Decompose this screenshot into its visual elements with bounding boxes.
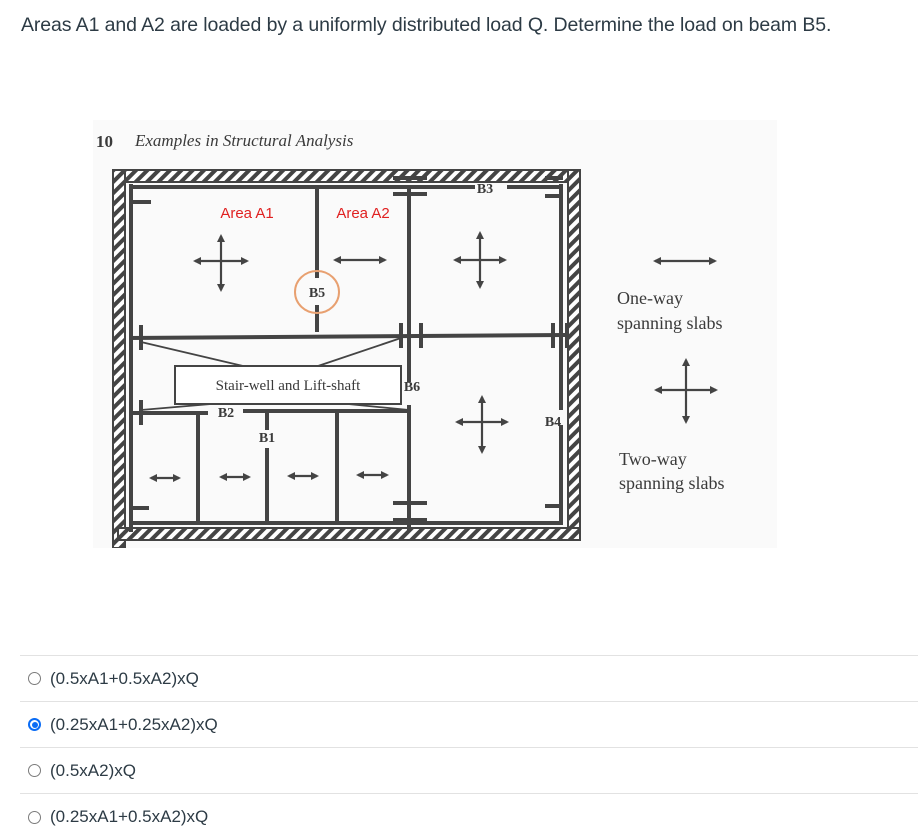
- outer-walls: [113, 170, 580, 548]
- legend-one-way-line2: spanning slabs: [617, 313, 723, 333]
- span-arrows: [151, 233, 716, 478]
- answer-option-4[interactable]: [20, 793, 918, 840]
- answer-option-2[interactable]: [20, 701, 918, 747]
- answer-option-1[interactable]: [20, 655, 918, 701]
- beam-label-b4: B4: [544, 415, 562, 430]
- beam-label-b5: B5: [308, 286, 326, 301]
- floor-plan-diagram: [93, 120, 777, 548]
- legend-two-way-line1: Two-way: [619, 449, 687, 469]
- answer-options: [20, 655, 918, 840]
- answer-label[interactable]: (0.25xA1+0.25xA2)xQ: [50, 714, 218, 734]
- answer-label[interactable]: (0.25xA1+0.5xA2)xQ: [50, 807, 209, 826]
- legend-one-way-line1: One-way: [617, 288, 683, 308]
- radio-button[interactable]: [28, 672, 41, 685]
- radio-button[interactable]: [28, 764, 41, 777]
- radio-button-selected[interactable]: [28, 718, 41, 731]
- legend-two-way-line2: spanning slabs: [619, 473, 725, 493]
- structural-floor-plan-figure: [93, 120, 777, 548]
- beam-label-b1: B1: [258, 431, 276, 446]
- radio-button[interactable]: [28, 811, 41, 824]
- figure-header-title: Examples in Structural Analysis: [135, 131, 354, 150]
- beam-label-b2: B2: [217, 406, 235, 421]
- beam-label-b3: B3: [476, 182, 494, 197]
- question-text: Areas A1 and A2 are loaded by a uniformly distributed load Q. Determine the load on beam B5.: [21, 14, 832, 36]
- beam-label-b6: B6: [403, 380, 421, 395]
- figure-page-number: 10: [96, 132, 113, 151]
- area-a2-label: Area A2: [336, 205, 390, 222]
- answer-option-3[interactable]: [20, 747, 918, 793]
- answer-label[interactable]: (0.5xA1+0.5xA2)xQ: [50, 668, 199, 688]
- answer-label[interactable]: (0.5xA2)xQ: [50, 760, 136, 780]
- area-a1-label: Area A1: [220, 205, 274, 222]
- stairwell-label: Stair-well and Lift-shaft: [215, 378, 361, 394]
